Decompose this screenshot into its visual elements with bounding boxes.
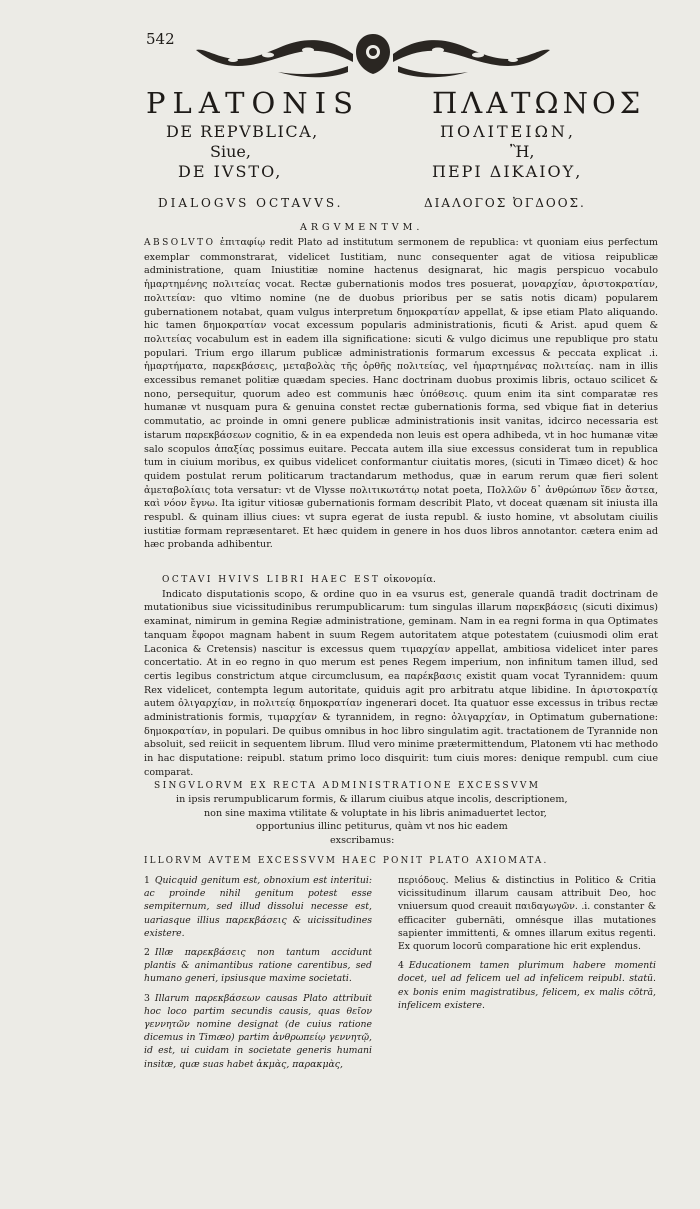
- axiom-number: 4: [398, 960, 404, 972]
- greek-subtitle-2: Ἢ,: [510, 142, 535, 161]
- axiom-1: [144, 874, 372, 940]
- singulorum-line-2: in ipsis rerumpublicarum formis, & illarum ciuibus atque incolis, descriptionem,: [176, 794, 568, 806]
- title-greek: ΠΛΑΤΩΝΟΣ: [432, 86, 645, 120]
- axiomata-heading: ILLORVM AVTEM EXCESSVVM HAEC PONIT PLATO AXIOMATA.: [144, 856, 549, 866]
- singulorum-line-4: opportunius illinc petiturus, quàm vt nos hic eadem: [256, 821, 508, 833]
- axiom-text: περιόδους. Melius & distinctius in Politico & Critia vicissitudinum illarum causam attribuit Deo, hoc vniuersum quod creauit παιδαγωγῶν. .i. constanter & efficaciter gubernāti, omnésque illas mutationes sapienter immittenti, & omnes illarum exitus regenti. Ex quorum locorū comparatione hic erit explendus.: [398, 875, 656, 953]
- axiom-text: Illæ παρεκβάσεις non tantum accidunt plantis & animantibus ratione carentibus, sed humano generi, ipsiusque maxime societati.: [144, 947, 372, 985]
- latin-subtitle-3: DE IVSTO,: [178, 162, 283, 181]
- singulorum-line-5: exscribamus:: [330, 834, 395, 846]
- axiom-text: Educationem tamen plurimum habere momenti docet, uel ad felicem uel ad infelicem reipubl. statū. ex bonis enim magistratibus, felicem, ex malis cōtrā, infelicem existere.: [398, 960, 656, 1011]
- axiom-4: [398, 959, 656, 1012]
- singulorum-block: [144, 780, 658, 847]
- title-latin: PLATONIS: [146, 86, 360, 120]
- axiom-2: [144, 946, 372, 986]
- argumentum-text: [144, 236, 658, 552]
- axiom-text: Quicquid genitum est, obnoxium est interitui: ac proinde nihil genitum potest esse sempiternum, sed illud dissolui necesse est, uariasque illius παρεκβάσεις & uicissitudines existere.: [144, 875, 372, 939]
- axiom-number: 2: [144, 947, 150, 959]
- singulorum-line-3: non sine maxima vtilitate & voluptate in his libris animaduertet lector,: [204, 807, 547, 819]
- headpiece-ornament-icon: [188, 28, 558, 80]
- axiom-text: Illarum παρεκβάσεων causas Plato attribuit hoc loco partim secundis causis, quas θεῖον γεννητῶν nomine designat (de cuius ratione dicemus in Timæo) partim ἀνθρωπείῳ γεννητῷ, id est, ui cuidam in societate generis humani insitæ, quæ suas habet ἀκμὰς, παρακμὰς,: [144, 992, 372, 1070]
- axiom-3-continued: [398, 874, 656, 953]
- axiom-number: 1: [144, 875, 150, 886]
- argumentum-body: ἐπιταφίῳ redit Plato ad institutum sermonem de republica: vt quoniam eius perfectum exemplar commonstrarat, videlicet Iustitiam, nunc consequenter agat de vitiosa reipublicæ administratione, quam Iniustitiæ nomine hactenus designarat, hic magis perspicuo vocabulo ἡμαρτημένης πολιτείας vocat. Rectæ gubernationis modos tres posuerat, μοναρχίαν, ἀριστοκρατίαν, πολιτείαν: quo vltimo nomine (ne de duobus prioribus per se satis notis dicam) popularem gubernationem notabat, quam vulgus interpretum δημοκρατίαν appellat, & ipse etiam Plato aliquando. hic tamen δημοκρατίαν vocat excessum popularis administrationis, ficuti & Arist. apud quem & πολιτείας vocabulum est in eadem illa significatione: sicuti & vulgo dicimus une republique pro statu populari. Trium ergo illarum publicæ administrationis formarum excessus & peccata explicat .i. ἡμαρτήματα, παρεκβάσεις, μεταβολὰς τῆς ὀρθῆς πολιτείας, vel ἡμαρτημένας πολιτείας. nam in illis excessibus remanet politiæ quædam species. Hanc doctrinam duobus proximis libris, octauo scilicet & nono, persequitur, quorum adeo est communis hæc ὑπόθεσις. quum enim ita sint comparatæ res humanæ vt nusquam pura & genuina constet rectæ gubernationis forma, sed vbique fiat in deterius commutatio, ac proinde in omni genere publicæ administrationis insit vanitas, idcirco necessaria est istarum παρεκβάσεων cognitio, & in ea expendeda non leuis est opera adhibeda, vt in hoc humanæ vitæ salo scopulos ἀπαξίας possimus euitare. Peccata autem illa siue excessus considerat tum in republica tum in ciuium moribus, ex quibus videlicet conformantur ciuitatis mores, (sicuti in Timæo dicet) & hoc quidem postulat rerum politicarum tractandarum methodus, quæ in earum rerum quæ fieri solent ἀμεταβολίαις tota versatur: vt de Vlysse πολιτικωτάτῳ notat poeta, Πολλῶν δ᾽ ἀνθρώπων ἴδεν ἄστεα, καὶ νόον ἔγνω. Ita igitur vitiosæ gubernationis formam describit Plato, vt doceat quænam sit iniusta illa respubl. & quinam illius ciues: vt supra egerat de iusta republ. & iusto homine, vt absolutam ciuilis iustitiæ formam repræsentaret. Et hæc quidem in genere in hos duos libros annotantor. cætera enim ad hæc probanda adhibentur.: [144, 237, 658, 551]
- greek-subtitle-1: ΠΟΛΙΤΕΙΩΝ,: [440, 122, 576, 141]
- oeconomia-text: [144, 573, 658, 780]
- greek-subtitle-3: ΠΕΡΙ ΔΙΚΑΙΟΥ,: [432, 162, 583, 181]
- greek-subtitle-4: ΔΙΑΛΟΓΟΣ ὈΓΔΟΟΣ.: [424, 196, 586, 210]
- argumentum-lead: ABSOLVTO: [144, 238, 216, 248]
- oeconomia-body: Indicato disputationis scopo, & ordine quo in ea vsurus est, generale quandā tradit doctrinam de mutationibus siue vicissitudinibus rerumpublicarum: tum singulas illarum παρεκβάσεις (sicuti diximus) examinat, nimirum in gemina Regiæ administratione, geminam. Nam in ea regni forma in qua Optimates tanquam ἔφοροι magnam habent in suum Regem autoritatem atque potestatem (cuiusmodi olim erat Laconica & Cretensis) nascitur is excessus quem τιμαρχίαν appellat, ambitiosa videlicet inter pares concertatio. At in eo regno in quo merum est penes Regem imperium, non infinitum tamen illud, sed certis legibus constrictum atque circumclusum, ea παρέκβασις existit quam vocat Tyrannidem: quum Rex videlicet, contempta legum autoritate, quiduis agit pro arbitratu atque libidine. In ἀριστοκρατίᾳ autem ὀλιγαρχίαν, in πολιτείᾳ δημοκρατίαν ingenerari docet. Ita quatuor esse excessus in tribus rectæ administrationis formis, τιμαρχίαν & tyrannidem, in regno: ὀλιγαρχίαν, in Optimatum gubernatione: δημοκρατίαν, in populari. De quibus omnibus in hoc libro singulatim agit. tractationem de Tyrannide non absoluit, sed reiicit in sequentem librum. Illud vero minime prætermittendum, Platonem vti hac methodo in hac disputatione: reipubl. statum primo loco disquirit: tum ciuis mores: denique rempubl. cum ciue comparat.: [144, 588, 658, 778]
- axiomata-right-column: [398, 874, 656, 1018]
- latin-subtitle-4: DIALOGVS OCTAVVS.: [158, 196, 344, 210]
- axiom-3: [144, 992, 372, 1071]
- axiomata-left-column: [144, 874, 372, 1077]
- argumentum-heading: ARGVMENTVM.: [300, 222, 424, 233]
- axiom-number: 3: [144, 992, 150, 1004]
- latin-subtitle-2: Siue,: [210, 142, 251, 161]
- latin-subtitle-1: DE REPVBLICA,: [166, 122, 319, 141]
- oeconomia-lead-greek: οἰκονομία.: [383, 574, 436, 585]
- page-number: 542: [146, 30, 175, 48]
- oeconomia-lead: OCTAVI HVIVS LIBRI HAEC EST: [162, 575, 381, 585]
- singulorum-line-1: SINGVLORVM EX RECTA ADMINISTRATIONE EXCESSVVM: [154, 781, 541, 791]
